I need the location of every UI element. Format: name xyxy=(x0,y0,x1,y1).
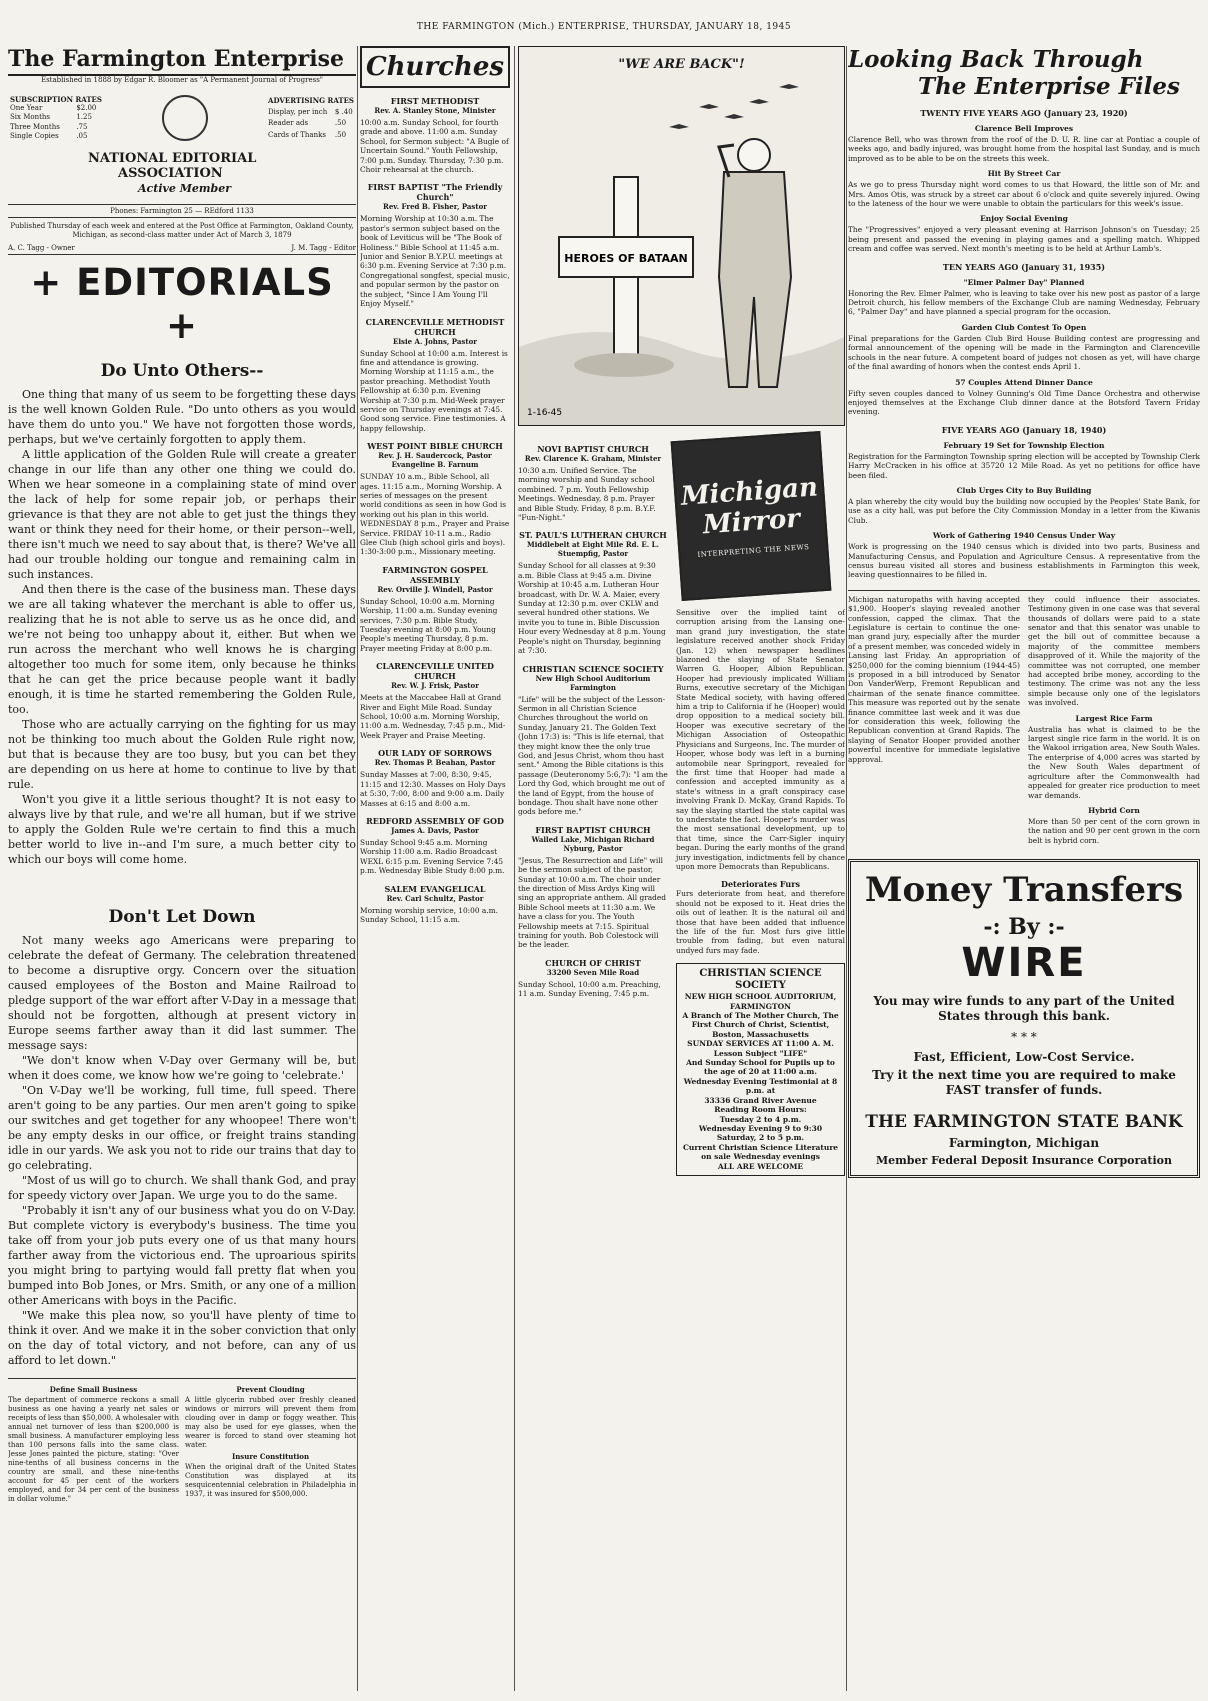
legislature-article: Michigan naturopaths with having accepted $1,900. Hooper's slaying revealed another confession, capped the climax. That the Legislature is certain to continue the one-man grand jury, especially after the murder of a present member, was conceded widely in Lansing last Friday. An appropriation of $250,000 for the coming biennium (1944-45) is proposed in a bill introduced by Senator Don VanderWerp, Fremont Republican and chairman of the senate finance committee. This measure was reported out by the senate finance committee last week and it was due for consideration this week, following the Republican convention at Grand Rapids. The slaying of Senator Hooper provided another powerful incentive for immediate legislative approval. xyxy=(848,594,1020,764)
cs-line: A Branch of The Mother Church, The First Church of Christ, Scientist, Boston, Massachusetts xyxy=(682,1011,839,1039)
church-minister: Rev. W. J. Frisk, Pastor xyxy=(391,681,479,691)
church-listing xyxy=(360,317,510,434)
phones-line: Phones: Farmington 25 — REdford 1133 xyxy=(8,204,356,218)
cs-line: And Sunday School for Pupils up to the age of 20 at 11:00 a.m. xyxy=(686,1058,835,1077)
brief-title: Deteriorates Furs xyxy=(721,879,800,890)
item-heading: Enjoy Social Evening xyxy=(980,214,1068,224)
church-text: Sunday School at 10:00 a.m. Interest is fine and attendance is growing. Morning Worship at 11:15 a.m., the pastor preaching. Methodist Youth Fellowship at 6:30 p.m. Evening Worship at 7:30 p.m. Mid-Week prayer service on Thursday evenings at 7:45. Good song service. Fine testimonies. A happy fellowship. xyxy=(360,348,508,433)
church-minister: Middlebelt at Eight Mile Rd. E. L. Stuempfig, Pastor xyxy=(527,540,659,559)
church-minister: James A. Davis, Pastor xyxy=(391,825,479,835)
brief-title: Define Small Business xyxy=(49,1385,138,1394)
cs-line: Current Christian Science Literature on sale Wednesday evenings xyxy=(682,1142,839,1162)
cs-line: NEW HIGH SCHOOL AUDITORIUM, FARMINGTON xyxy=(684,992,837,1011)
christian-science-box xyxy=(676,963,845,1176)
item-heading: Garden Club Contest To Open xyxy=(961,322,1087,332)
cs-line: 33336 Grand River Avenue xyxy=(704,1095,817,1105)
church-listings-left xyxy=(518,436,668,1176)
paragraph: Those who are actually carrying on the fighting for us may not be thinking too much about the Golden Rule right now, but that is because they are too busy, but you can bet they are depending on us here at home to continue to live by that rule. xyxy=(8,718,356,791)
column-editorial xyxy=(8,46,356,1691)
church-listing xyxy=(518,825,668,950)
ad-headline: Money Transfers xyxy=(864,870,1184,911)
church-minister: Walled Lake, Michigan Richard Nyburg, Pastor xyxy=(531,834,655,853)
item-heading: February 19 Set for Township Election xyxy=(943,440,1105,450)
editor: J. M. Tagg - Editor xyxy=(291,244,356,252)
sub-label: Six Months xyxy=(10,113,51,122)
brief-text: Furs deteriorate from heat, and therefore should not be exposed to it. Heat dries the oils out of leather. It is the natural oil and those that have been added that influence the life of the fur. Most furs give little trouble from fading, but even natural undyed furs may fade. xyxy=(676,889,845,955)
sub-value: 1.25 xyxy=(76,113,92,122)
church-listing xyxy=(360,661,510,740)
masthead-title: The Farmington Enterprise xyxy=(8,46,356,76)
church-minister: Rev. Fred B. Fisher, Pastor xyxy=(383,202,487,212)
church-text: 10:30 a.m. Unified Service. The morning worship and Sunday school combined. 7 p.m. Youth Fellowship Meetings. Wednesday, 8 p.m. Prayer and Bible Study. Friday, 8 p.m. B.Y.F. "Fun-Night." xyxy=(518,466,656,523)
cs-line: Reading Room Hours: xyxy=(714,1105,807,1115)
church-name: FIRST BAPTIST "The Friendly Church" xyxy=(367,182,503,203)
ad-city: Farmington, Michigan xyxy=(948,1136,1100,1151)
lookback-section xyxy=(848,425,1200,580)
ad-wire: WIRE xyxy=(961,940,1087,987)
mirror-tagline: INTERPRETING THE NEWS xyxy=(697,543,810,559)
church-listing xyxy=(360,182,510,308)
editorials-heading: + EDITORIALS + xyxy=(30,261,334,347)
period-heading: TWENTY FIVE YEARS AGO (January 23, 1920) xyxy=(920,108,1128,118)
brief-text: When the original draft of the United States Constitution was displayed at its sesquicentennial celebration in Philadelphia in 1937, it was insured for $500,000. xyxy=(185,1463,356,1498)
bank-advertisement xyxy=(848,859,1200,1178)
soldier-body xyxy=(719,172,791,387)
church-minister: Rev. Carl Schultz, Pastor xyxy=(386,893,484,903)
brief-title: Hybrid Corn xyxy=(1088,805,1140,815)
church-name: ST. PAUL'S LUTHERAN CHURCH xyxy=(519,530,667,541)
column-rule xyxy=(846,46,847,1691)
church-listing xyxy=(360,884,510,925)
cartoon-drawing xyxy=(519,47,844,425)
church-listing xyxy=(360,748,510,808)
column-center xyxy=(518,46,845,1691)
ad-line2: Fast, Efficient, Low-Cost Service. xyxy=(913,1050,1135,1065)
item-text: A plan whereby the city would buy the building now occupied by the Peoples' State Bank, for use as a city hall, was put before the City Commission Monday in a letter from the Kiwanis Club. xyxy=(848,496,1200,525)
church-text: 10:00 a.m. Sunday School, for fourth grade and above. 11:00 a.m. Sunday School, for Sermon subject: "A Bugle of Uncertain Sound." Youth Fellowship, 7:00 p.m. Sunday. Thursday, 7:30 p.m. Choir rehearsal at the church. xyxy=(360,118,509,175)
church-text: Meets at the Maccabee Hall at Grand River and Eight Mile Road. Sunday School, 10:00 a.m. Morning Worship, 11:00 a.m. Wednesday, 7:45 p.m., Mid-Week Prayer and Praise Meeting. xyxy=(360,693,506,740)
seal-icon xyxy=(162,95,208,141)
item-text: Work is progressing on the 1940 census which is divided into two parts, Business and Manufacturing Census, and Population and Agriculture Census. A representative from the census bureau visited all stores and business establishments in Farmington this week, leaving questionnaires to be filled in. xyxy=(848,542,1200,580)
column-rule xyxy=(514,46,515,1691)
brief xyxy=(185,1383,356,1504)
church-name: NOVI BAPTIST CHURCH xyxy=(537,444,649,454)
church-minister: Rev. Clarence K. Graham, Minister xyxy=(524,454,662,463)
editorial-title: Do Unto Others-- xyxy=(100,361,264,381)
owners-line xyxy=(8,244,356,255)
cs-line: Wednesday Evening 9 to 9:30 xyxy=(698,1123,823,1133)
column-churches xyxy=(360,46,510,1691)
ad-line3: Try it the next time you are required to make FAST transfer of funds. xyxy=(872,1068,1176,1098)
church-listing xyxy=(360,441,510,557)
period-heading: TEN YEARS AGO (January 31, 1935) xyxy=(942,261,1106,272)
cartoon-title: "WE ARE BACK"! xyxy=(618,57,745,72)
item-text: Registration for the Farmington Township spring election will be accepted by Township Clerk Harry McCracken in his office at 35720 12 Mile Road. As yet no petitions for office have been filed. xyxy=(848,451,1200,480)
item-heading: "Elmer Palmer Day" Planned xyxy=(963,277,1085,287)
mirror-word: Michigan xyxy=(679,472,819,512)
church-text: "Life" will be the subject of the Lesson-Sermon in all Christian Science Churches throughout the world on Sunday, January 21. The Golden Text (John 17:3) is: "This is life eternal, that they might know thee the only true God, and Jesus Christ, whom thou hast sent." Among the Bible citations is this passage (Deuteronomy 5:6,7): "I am the Lord thy God, which brought me out of the land of Egypt, from the house of bondage. Thou shalt have none other gods before me." xyxy=(518,694,668,817)
lookback-section xyxy=(848,262,1200,417)
item-text: Fifty seven couples danced to Volney Gunning's Old Time Dance Orchestra and otherwise enjoyed themselves at the Exchange Club dinner dance at the Botsford Tavern Friday evening. xyxy=(848,388,1200,417)
church-minister: Rev. J. H. Saudercock, Pastor Evangeline B. Farnum xyxy=(378,451,492,470)
church-text: Sunday School 9:45 a.m. Morning Worship 11:00 a.m. Radio Broadcast WEXL 6:15 p.m. Evening Service 7:45 p.m. Wednesday Bible Study 8:00 p.m. xyxy=(360,837,505,876)
church-text: Morning worship service, 10:00 a.m. Sunday School, 11:15 a.m. xyxy=(360,905,499,924)
editorial-cartoon xyxy=(518,46,845,426)
lower-articles xyxy=(848,590,1200,845)
running-head: THE FARMINGTON (Mich.) ENTERPRISE, THURSDAY, JANUARY 18, 1945 xyxy=(416,22,792,32)
church-name: CHURCH OF CHRIST xyxy=(545,957,641,968)
mirror-row xyxy=(518,436,845,1176)
church-listing xyxy=(518,958,668,999)
cs-line: ALL ARE WELCOME xyxy=(717,1161,804,1171)
paragraph: "We don't know when V-Day over Germany will be, but when it does come, we know how we're going to 'celebrate.' xyxy=(8,1054,356,1082)
church-minister: Rev. Orville J. Windell, Pastor xyxy=(377,584,493,594)
ad-line1: You may wire funds to any part of the United States through this bank. xyxy=(873,994,1175,1024)
rates-block xyxy=(8,95,356,141)
lookback-title-2: The Enterprise Files xyxy=(917,73,1180,100)
item-text: Honoring the Rev. Elmer Palmer, who is leaving to take over his new post as pastor of a large Detroit church, his fellow members of the Exchange Club are naming Wednesday, February 6, "Palmer Day" and have planned a special program for the occasion. xyxy=(848,288,1200,317)
sub-label: Three Months xyxy=(10,122,60,131)
publication-note: Published Thursday of each week and entered at the Post Office at Farmington, Oakland County, Michigan, as second-class matter under Act of March 3, 1879 xyxy=(10,222,354,239)
paragraph: "Probably it isn't any of our business what you do on V-Day. But complete victory is everybody's business. The time you take off from your job puts every one of us that many hours farther away from the victorious end. The uproarious spirits you might bring to partying would fall pretty flat when you bumped into Bob Jones, or Mrs. Smith, or any one of a million other Americans with boys in the Pacific. xyxy=(8,1204,356,1307)
item-text: As we go to press Thursday night word comes to us that Howard, the little son of Mr. and Mrs. Amos Otis, was struck by a street car about 6 o'clock and quite severely injured. Owing to the lateness of the hour we were unable to obtain the particulars for this week's issue. xyxy=(848,180,1200,209)
item-heading: 57 Couples Attend Dinner Dance xyxy=(955,377,1093,387)
brief-title: Insure Constitution xyxy=(231,1452,310,1461)
editorial-title: Don't Let Down xyxy=(108,907,256,927)
church-listing xyxy=(518,664,668,817)
church-minister: New High School Auditorium Farmington xyxy=(535,673,651,692)
church-listing xyxy=(360,565,510,653)
church-text: "Jesus, The Resurrection and Life" will be the sermon subject of the pastor, Sunday at 10:00 a.m. The choir under the direction of Miss Ardys King will sing an appropriate anthem. All graded Bible School meets at 11:30 a.m. We have a class for you. The Youth Fellowship meets at 7:15. Spiritual training for youth. Bob Colestock will be the leader. xyxy=(518,855,666,950)
sub-label: Single Copies xyxy=(10,131,59,140)
sub-value: .05 xyxy=(76,131,88,140)
church-minister: 33200 Seven Mile Road xyxy=(546,967,640,977)
sub-value: .75 xyxy=(76,122,88,131)
church-listing xyxy=(360,816,510,876)
church-minister: Rev. Thomas P. Beahan, Pastor xyxy=(374,758,496,768)
church-listing xyxy=(518,530,668,655)
cs-line: Wednesday Evening Testimonial at 8 p.m. at xyxy=(683,1076,838,1096)
cartoon-date: 1-16-45 xyxy=(527,408,563,418)
church-name: FIRST BAPTIST CHURCH xyxy=(535,824,651,835)
church-name: SALEM EVANGELICAL xyxy=(384,883,486,894)
church-text: Sunday School, 10:00 a.m. Morning Worship, 11:00 a.m. Sunday evening services, 7:30 p.m. Bible Study, Tuesday evening at 8:00 p.m. Young People's meeting Thursday, 8 p.m. Prayer meeting Friday at 8:00 p.m. xyxy=(360,596,498,653)
subscription-title: SUBSCRIPTION RATES xyxy=(10,95,102,105)
advertising-title: ADVERTISING RATES xyxy=(268,96,354,106)
sub-value: $2.00 xyxy=(76,104,97,113)
paragraph: Won't you give it a little serious thought? It is not easy to always live by that rule, and we're all human, but if we strive to apply the Golden Rule we're certain to find this a much better world to live in--and I'm sure, a much better city to which our boys will come home. xyxy=(8,793,356,866)
churches-heading: Churches xyxy=(360,46,510,88)
church-name: CLARENCEVILLE METHODIST CHURCH xyxy=(365,316,505,337)
cs-line: Lesson Subject "LIFE" xyxy=(713,1048,808,1058)
ad-value: $ .40 xyxy=(334,107,353,116)
ad-bank: THE FARMINGTON STATE BANK xyxy=(865,1112,1183,1133)
cs-line: Tuesday 2 to 4 p.m. xyxy=(719,1114,802,1124)
church-text: Sunday Masses at 7:00, 8:30, 9:45, 11:15 and 12:30. Masses on Holy Days at 5:30, 7:00, 8:00 and 9:00 a.m. Daily Masses at 6:15 and 8:00 a.m. xyxy=(360,770,506,808)
mound-shape xyxy=(574,353,674,377)
legislature-continued: they could influence their associates. Testimony given in one case was that several thousands of dollars were paid to a state senator and that this senator was unable to get the bill out of committee because a majority of the committee members disapproved of it. While the majority of the committee was not corrupted, one member had accepted bribe money, according to the testimony. The crime was not any the less simple because only one of the legislators was involved. xyxy=(1028,594,1200,708)
nea-logo xyxy=(88,151,356,196)
paragraph: Not many weeks ago Americans were preparing to celebrate the defeat of Germany. The celebration threatened to become a disruptive orgy. Concern over the situation caused employees of the Boston and Maine Railroad to pledge support of the war effort after V-Day in a message that should not be forgotten, although at present victory in Europe seems farther away than it did last summer. The message says: xyxy=(8,934,356,1052)
brief-text: More than 50 per cent of the corn grown in the nation and 90 per cent grown in the corn belt is hybrid corn. xyxy=(1028,816,1200,845)
editorial-body xyxy=(8,387,356,867)
church-name: REDFORD ASSEMBLY OF GOD xyxy=(366,815,504,826)
brief xyxy=(8,1383,179,1504)
column-lookback xyxy=(848,46,1200,1691)
ad-value: .50 xyxy=(334,130,347,139)
church-listing xyxy=(360,96,510,174)
paragraph: A little application of the Golden Rule will create a greater change in our life than any other one thing we could do. When we hear someone in a complaining state of mind over the lack of help for some repair job, or perhaps their grievance is that they are not able to get just the things they want or think they need for their home, or their person--well, there isn't much we need to say about that, is there? We've all had our trouble holding our tongue and remaining calm in such instances. xyxy=(8,448,356,581)
briefs xyxy=(8,1378,356,1504)
church-name: CLARENCEVILLE UNITED CHURCH xyxy=(376,661,494,682)
ad-stars: * * * xyxy=(1011,1030,1037,1045)
cs-line: SUNDAY SERVICES AT 11:00 A. M. xyxy=(687,1039,834,1049)
michigan-mirror-logo xyxy=(671,431,832,601)
item-heading: Hit By Street Car xyxy=(987,169,1061,179)
nea-line: ASSOCIATION xyxy=(118,166,223,181)
column-rule xyxy=(357,46,358,1691)
item-heading: Work of Gathering 1940 Census Under Way xyxy=(932,531,1116,541)
church-name: FIRST METHODIST xyxy=(390,96,480,106)
nea-member: Active Member xyxy=(138,182,232,195)
church-text: Sunday School, 10:00 a.m. Preaching, 11 a.m. Sunday Evening, 7:45 p.m. xyxy=(518,979,661,999)
paragraph: "On V-Day we'll be working, full time, full speed. There aren't going to be any parties. Our men aren't going to spike our switches and get together for any whoopee! There won't be any empty desks in our office, or freight trains standing idle in our yards. We ask you not to ride our trains that day to go celebrating. xyxy=(8,1084,356,1172)
church-listing xyxy=(518,444,668,522)
subscription-rates xyxy=(8,95,104,141)
item-text: Clarence Bell, who was thrown from the roof of the D. U. R. line car at Pontiac a couple of weeks ago, and badly injured, was brought home from the hospital last Sunday, and is much improved as to be able to be on the streets this week. xyxy=(848,135,1200,163)
ad-label: Cards of Thanks xyxy=(268,130,326,139)
plane-icons xyxy=(669,84,799,129)
brief-title: Prevent Clouding xyxy=(236,1385,305,1394)
church-name: FARMINGTON GOSPEL ASSEMBLY xyxy=(382,564,488,585)
church-name: CHRISTIAN SCIENCE SOCIETY xyxy=(522,663,664,674)
cs-line: Saturday, 2 to 5 p.m. xyxy=(716,1133,805,1143)
mirror-article: Sensitive over the implied taint of corruption arising from the Lansing one-man grand jury investigation, the state legislature received another shock Friday (Jan. 12) when newspaper headlines blazoned the slaying of State Senator Warren G. Hooper, Albion Republican. Hooper had previously implicated William Burns, executive secretary of the Michigan State Medical society, with having offered him a trip to California if he (Hooper) would drop opposition to a medical society bill. Hooper was executive secretary of the Michigan Association of Osteopathic Physicians and Surgeons, Inc. The murder of Hooper, whose body was left in a burning automobile near Springport, revealed for the first time that Hooper had made a confession and accepted immunity as a state's witness in a graft conspiracy case involving Frank D. McKay, Grand Rapids. To say the slaying startled the state capital was to understate the fact. Hooper's murder was the most sensational development, up to that time, since the Carr-Sigler inquiry began. During the early months of the grand jury investigation, indictments fell by chance upon more Democrats than Republicans. xyxy=(676,608,845,871)
cross-label: HEROES OF BATAAN xyxy=(564,252,688,265)
item-heading: Club Urges City to Buy Building xyxy=(956,485,1092,495)
soldier-head xyxy=(738,139,770,171)
editorial-body xyxy=(8,933,356,1368)
brief-text: The department of commerce reckons a small business as one having a yearly net sales or receipts of less than $50,000. A wholesaler with annual net turnover of less than $200,000 is small business. A manufacturer employing less than 100 persons falls into the same class. Jesse Jones painted the picture, stating: "Over nine-tenths of all business concerns in the country are small, and these nine-tenths account for 45 per cent of the workers employed, and for 34 per cent of the business in dollar volume." xyxy=(8,1396,179,1503)
church-name: WEST POINT BIBLE CHURCH xyxy=(367,441,503,452)
item-text: The "Progressives" enjoyed a very pleasant evening at Harrison Johnson's on Tuesday; 25 being present and passed the evening in playing games and a spelling match. Whipped cream and coffee was served. Next month's meeting is to be held at Arthur Lamb's. xyxy=(848,225,1200,254)
church-text: Sunday School for all classes at 9:30 a.m. Bible Class at 9:45 a.m. Divine Worship at 10:45 a.m. Lutheran Hour broadcast, with Dr. W. A. Maier, every Sunday at 12:30 p.m. over CKLW and several hundred other stations. We invite you to tune in. Bible Discussion Hour every Wednesday at 8 p.m. Young People's night on Thursday, beginning at 7:30. xyxy=(518,561,666,656)
brief-title: Largest Rice Farm xyxy=(1075,713,1153,723)
mirror-column xyxy=(676,436,845,1176)
lookback-title-1: Looking Back Through xyxy=(848,46,1144,73)
mirror-word: Mirror xyxy=(701,503,801,541)
church-minister: Rev. A. Stanley Stone, Minister xyxy=(374,106,496,115)
established-line: Established in 1888 by Edgar R. Bloomer as "A Permanent Journal of Progress" xyxy=(40,76,324,84)
church-name: OUR LADY OF SORROWS xyxy=(378,748,492,759)
church-text: SUNDAY 10 a.m., Bible School, all ages. 11:15 a.m., Morning Worship. A series of messages on the present world conditions as seen in how God is working out his plan in this world. WEDNESDAY 8 p.m., Prayer and Praise Service. FRIDAY 10-11 a.m., Radio Glee Club (high school girls and boys). 1:30-3:00 p.m., Missionary meeting. xyxy=(360,472,510,557)
brief-text: A little glycerin rubbed over freshly cleaned windows or mirrors will prevent them from clouding over in damp or foggy weather. This may also be used for eye glasses, when the wearer is forced to stand over steaming hot water. xyxy=(185,1396,356,1449)
lookback-section xyxy=(848,108,1200,254)
ad-label: Display, per inch xyxy=(268,107,328,116)
period-heading: FIVE YEARS AGO (January 18, 1940) xyxy=(941,424,1107,435)
ad-value: .50 xyxy=(334,119,347,128)
advertising-rates xyxy=(266,95,356,141)
brief-text: Australia has what is claimed to be the largest single rice farm in the world. It is on the Wakool irrigation area, New South Wales. The enterprise of 4,000 acres was started by the New South Wales department of agriculture after the Commonwealth had appealed for greater rice production to meet war demands. xyxy=(1028,724,1200,800)
item-text: Final preparations for the Garden Club Bird House Building contest are progressing and formal announcement of the opening will be made in the Farmington and Clarenceville schools in the near future. A competent board of judges not chosen as yet, will have charge of the final awarding of honors when the contest ends April 1. xyxy=(848,333,1200,372)
owner: A. C. Tagg - Owner xyxy=(8,244,75,252)
item-heading: Clarence Bell Improves xyxy=(974,124,1074,133)
ground-shape xyxy=(519,332,844,425)
paragraph: "Most of us will go to church. We shall thank God, and pray for speedy victory over Japan. We urge you to do the same. xyxy=(8,1174,356,1202)
ad-label: Reader ads xyxy=(268,119,309,128)
paragraph: "We make this plea now, so you'll have plenty of time to think it over. And we make it in the sober conviction that only on the day of total victory, and not before, can any of us afford to let down." xyxy=(8,1309,356,1367)
paragraph: And then there is the case of the business man. These days we are all taking whatever the merchant is able to offer us, realizing that he is not able to serve us as he once did, and we're not being too unhappy about it, either. But when we run across the merchant who well knows he is charging altogether too much for some item, only because he thinks that he can get the price because people want it badly enough, it is time he started remembering the Golden Rule, too. xyxy=(8,583,356,716)
ad-by: -: By :- xyxy=(983,914,1065,941)
ad-member: Member Federal Deposit Insurance Corporation xyxy=(875,1154,1173,1168)
sub-label: One Year xyxy=(10,104,43,113)
right-briefs xyxy=(1028,595,1200,845)
church-text: Morning Worship at 10:30 a.m. The pastor's sermon subject based on the book of Leviticus will be "The Book of Holiness." Bible School at 11:45 a.m. Junior and Senior B.Y.P.U. meetings at 6:30 p.m. Evening Service at 7:30 p.m. Congregational songfest, special music, and popular sermon by the pastor on the subject, "Since I Am Young I'll Enjoy Myself." xyxy=(360,214,510,309)
church-minister: Elsie A. Johns, Pastor xyxy=(393,336,477,346)
paragraph: One thing that many of us seem to be forgetting these days is the well known Golden Rule. "Do unto others as you would have them do unto you." We have not forgotten those words, perhaps, but we've certainly forgotten to apply them. xyxy=(8,388,356,446)
nea-line: NATIONAL EDITORIAL xyxy=(88,151,257,166)
cs-title: CHRISTIAN SCIENCE SOCIETY xyxy=(699,968,822,992)
